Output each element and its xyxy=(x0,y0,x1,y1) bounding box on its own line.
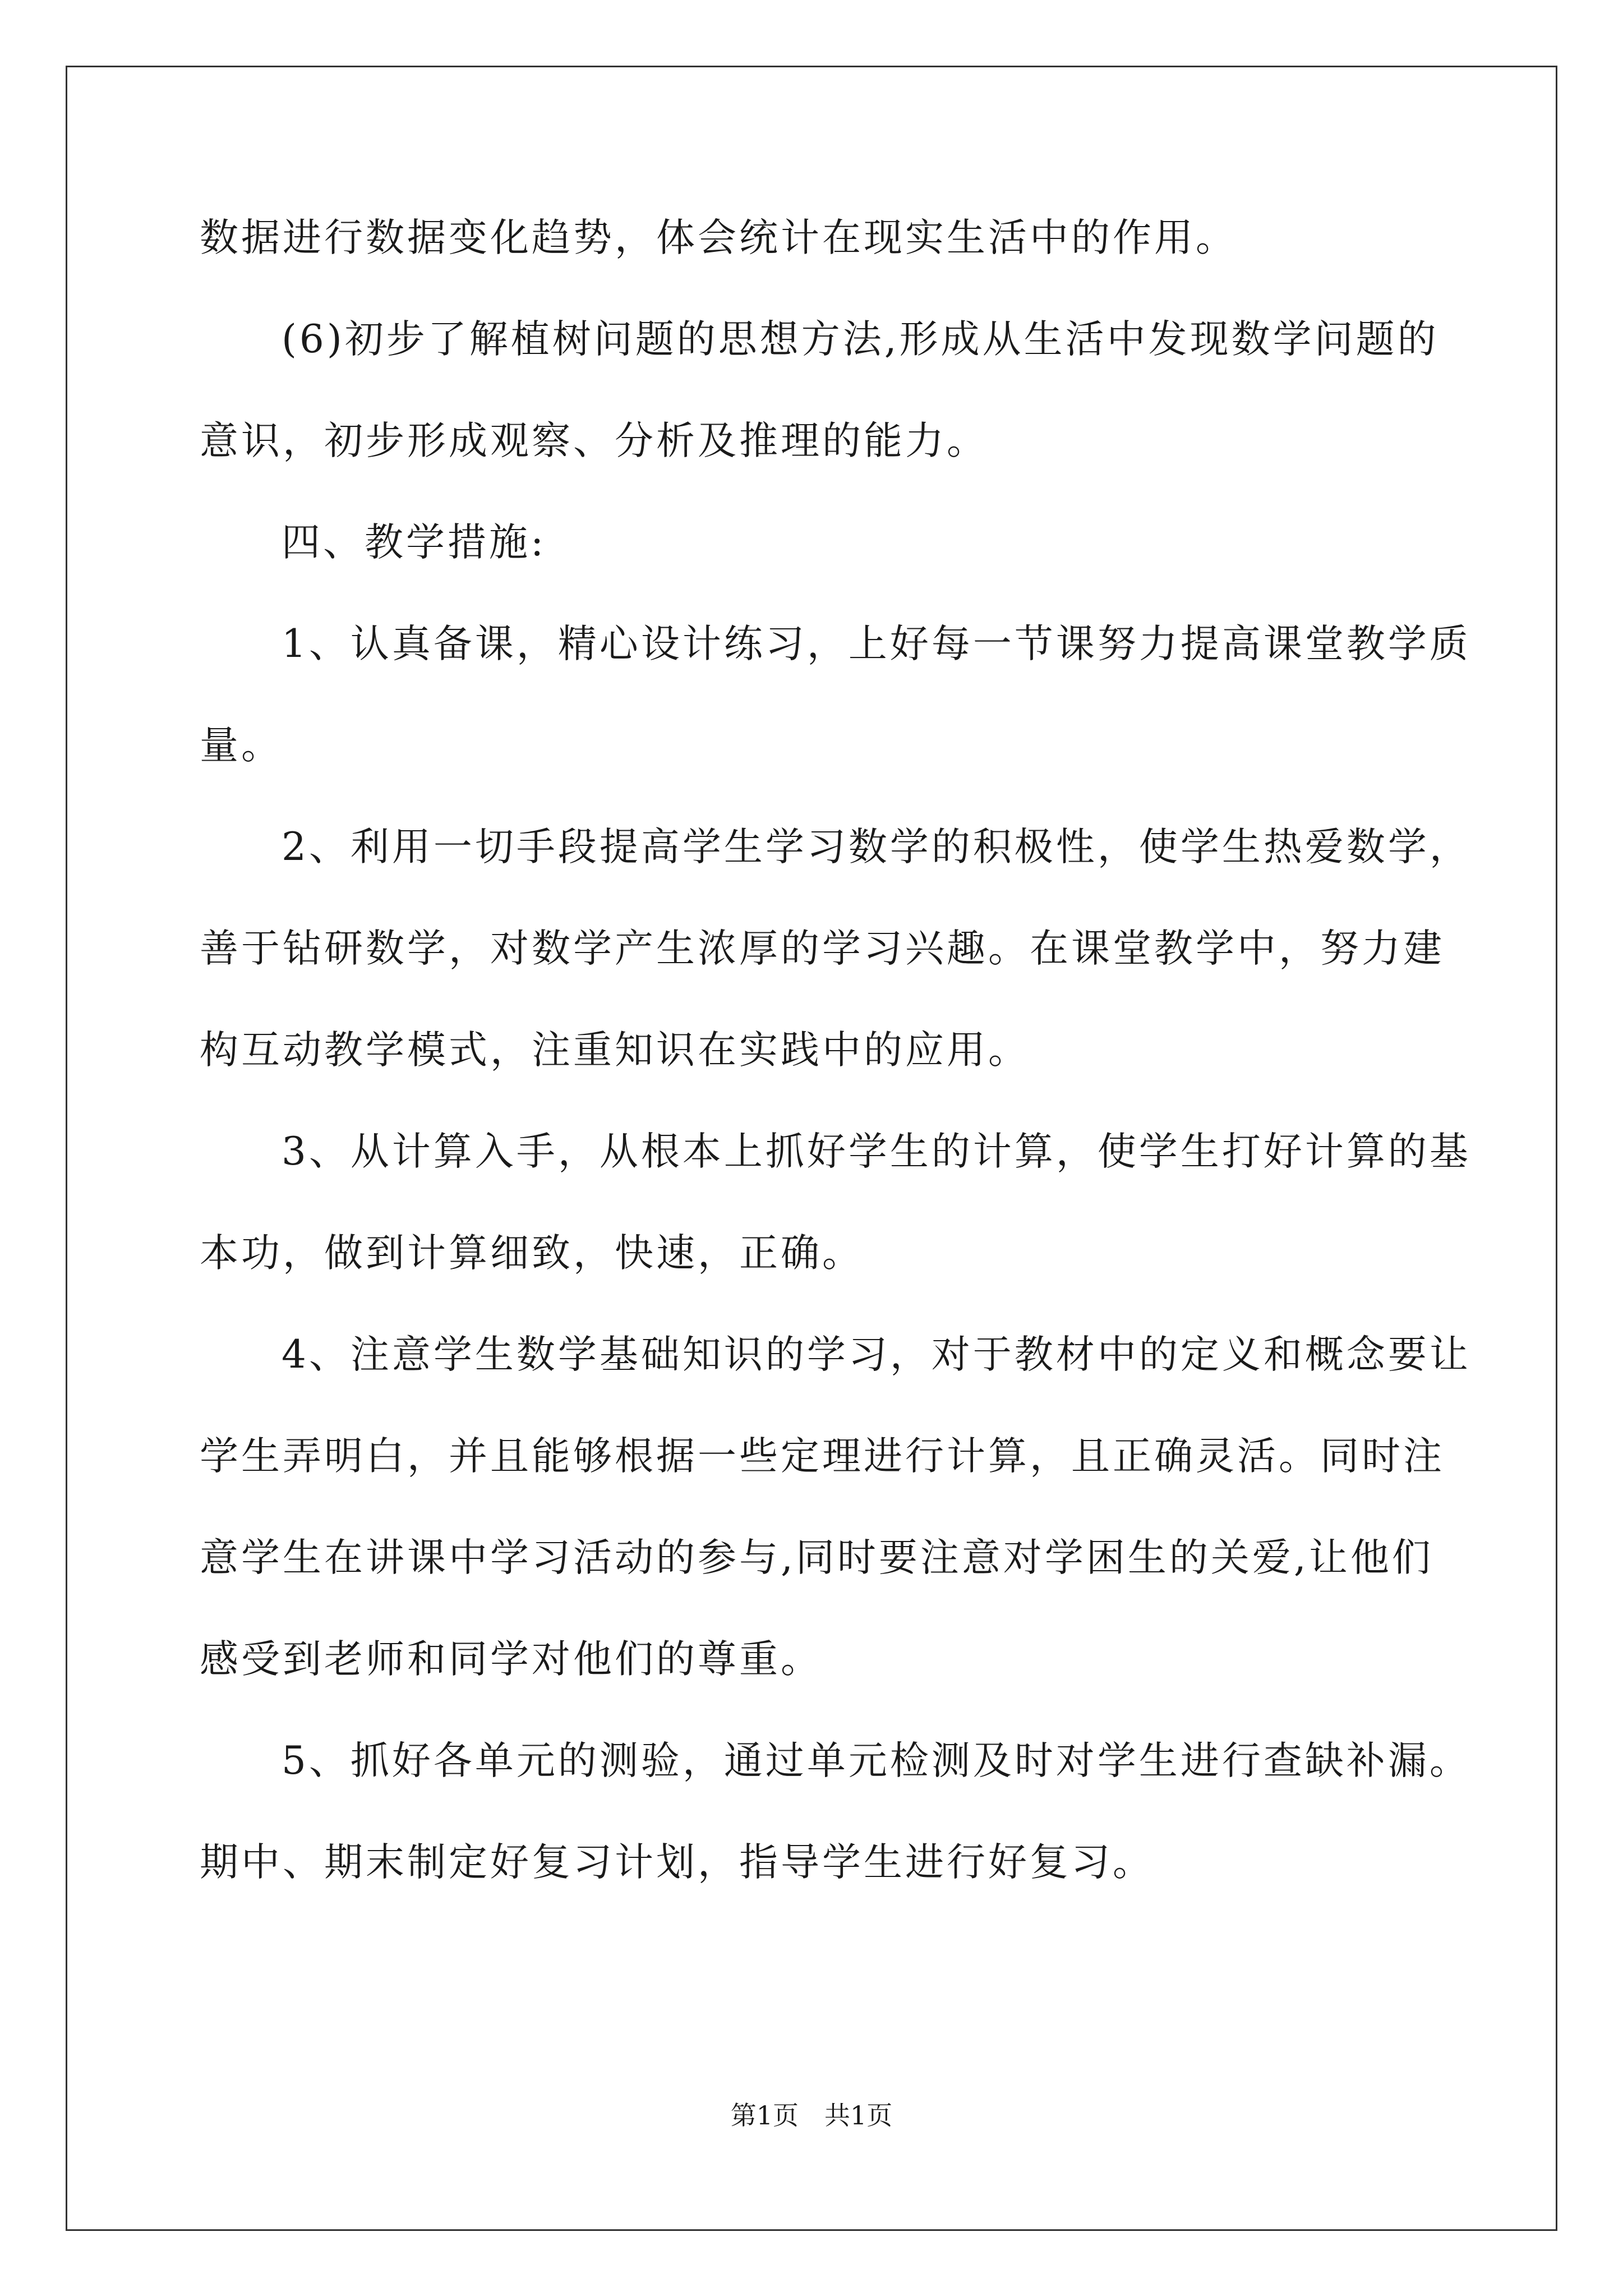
text-line: 4、注意学生数学基础知识的学习，对于教材中的定义和概念要让 xyxy=(282,1332,1471,1377)
text-line: (6)初步了解植树问题的思想方法,形成从生活中发现数学问题的 xyxy=(282,317,1439,362)
text-line: 意识，初步形成观察、分析及推理的能力。 xyxy=(200,418,988,463)
text-line: 期中、期末制定好复习计划，指导学生进行好复习。 xyxy=(200,1840,1154,1885)
text-line: 构互动教学模式，注重知识在实践中的应用。 xyxy=(200,1028,1030,1073)
text-line: 3、从计算入手，从根本上抓好学生的计算，使学生打好计算的基 xyxy=(282,1129,1471,1174)
text-line: 善于钻研数学，对数学产生浓厚的学习兴趣。在课堂教学中，努力建 xyxy=(200,926,1445,971)
text-line: 感受到老师和同学对他们的尊重。 xyxy=(200,1637,822,1682)
text-line: 本功，做到计算细致，快速，正确。 xyxy=(200,1231,864,1276)
section-heading: 四、教学措施: xyxy=(282,520,547,565)
text-line: 数据进行数据变化趋势，体会统计在现实生活中的作用。 xyxy=(200,215,1237,260)
text-line: 5、抓好各单元的测验，通过单元检测及时对学生进行查缺补漏。 xyxy=(282,1738,1471,1783)
text-line: 意学生在讲课中学习活动的参与,同时要注意对学困生的关爱,让他们 xyxy=(200,1535,1433,1580)
text-line: 量。 xyxy=(200,723,283,768)
text-line: 学生弄明白，并且能够根据一些定理进行计算，且正确灵活。同时注 xyxy=(200,1434,1445,1479)
text-line: 1、认真备课，精心设计练习，上好每一节课努力提高课堂教学质 xyxy=(282,622,1471,666)
document-body xyxy=(200,213,1473,1939)
page-number-footer: 第1页 共1页 xyxy=(730,2100,893,2131)
text-line: 2、利用一切手段提高学生学习数学的积极性，使学生热爱数学， xyxy=(282,825,1471,869)
